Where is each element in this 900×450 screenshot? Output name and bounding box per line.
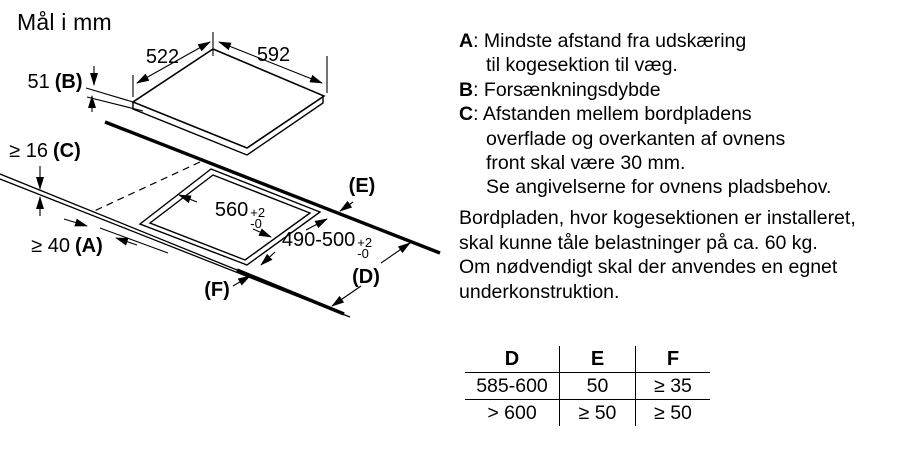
worktop-back-edge	[105, 122, 440, 253]
dim-label-cutout-depth: 490-500 +2 -0	[281, 229, 373, 261]
dim-label-c: ≥ 16 ( C )	[9, 141, 81, 161]
paragraph-line: Om nødvendigt skal der anvendes en egnet	[459, 256, 838, 279]
projection-dashed-line	[92, 162, 200, 212]
definition-line: B: Forsænkningsdybde	[459, 78, 661, 101]
spec-table	[465, 346, 710, 426]
dim-label-a: ≥ 40 ( A )	[31, 236, 103, 256]
paragraph-line: underkonstruktion.	[459, 280, 620, 303]
definition-line: til kogesektion til væg.	[486, 54, 678, 77]
spec-table-row	[465, 400, 710, 427]
worktop-front-edge	[237, 270, 344, 314]
dim-arrow-d-back	[381, 243, 410, 263]
dim-arrow-a-left	[64, 219, 87, 226]
definitions	[459, 29, 899, 200]
spec-table-header-cell: D	[465, 346, 560, 373]
paragraph-line: skal kunne tåle belastninger på ca. 60 kg.	[459, 231, 818, 254]
label-e: ( E )	[349, 176, 376, 196]
spec-table-cell: ≥ 50	[560, 400, 636, 427]
leader-arrow-f	[233, 276, 250, 286]
spec-table-header-cell: E	[560, 346, 636, 373]
dim-label-592: 592	[256, 44, 291, 66]
definition-line: C: Afstanden mellem bordpladens	[459, 103, 752, 126]
worktop-note-paragraph	[459, 206, 899, 304]
label-f: ( F )	[204, 280, 230, 300]
definition-line: Se angivelserne for ovnens pladsbehov.	[486, 176, 832, 199]
spec-table-cell: ≥ 50	[636, 400, 711, 427]
spec-table-cell: ≥ 35	[636, 373, 711, 400]
definition-line: overflade og overkanten af ovnens	[486, 127, 786, 150]
spec-table-header-row	[465, 346, 710, 373]
page-title: Mål i mm	[17, 9, 112, 35]
label-d: ( D )	[352, 267, 380, 287]
spec-table-cell: 585-600	[465, 373, 560, 400]
dim-arrow-d-front	[332, 286, 361, 306]
dim-arrow-a-right	[116, 238, 137, 245]
definition-line: front skal være 30 mm.	[486, 152, 686, 175]
spec-table-row	[465, 373, 710, 400]
spec-table-header-cell: F	[636, 346, 711, 373]
paragraph-line: Bordpladen, hvor kogesektionen er installeret,	[459, 207, 856, 229]
leader-arrow-e	[340, 202, 353, 211]
spec-table-cell: 50	[560, 373, 636, 400]
dim-label-b: 51 ( B )	[27, 72, 82, 92]
spec-table-cell: > 600	[487, 401, 537, 424]
dim-label-522: 522	[145, 46, 180, 68]
definition-line: A: Mindste afstand fra udskæring	[459, 30, 747, 52]
dimension-drawing	[0, 0, 460, 340]
dim-label-cutout-width: 560 +2 -0	[214, 199, 266, 231]
spec-table-wrap	[465, 346, 710, 426]
